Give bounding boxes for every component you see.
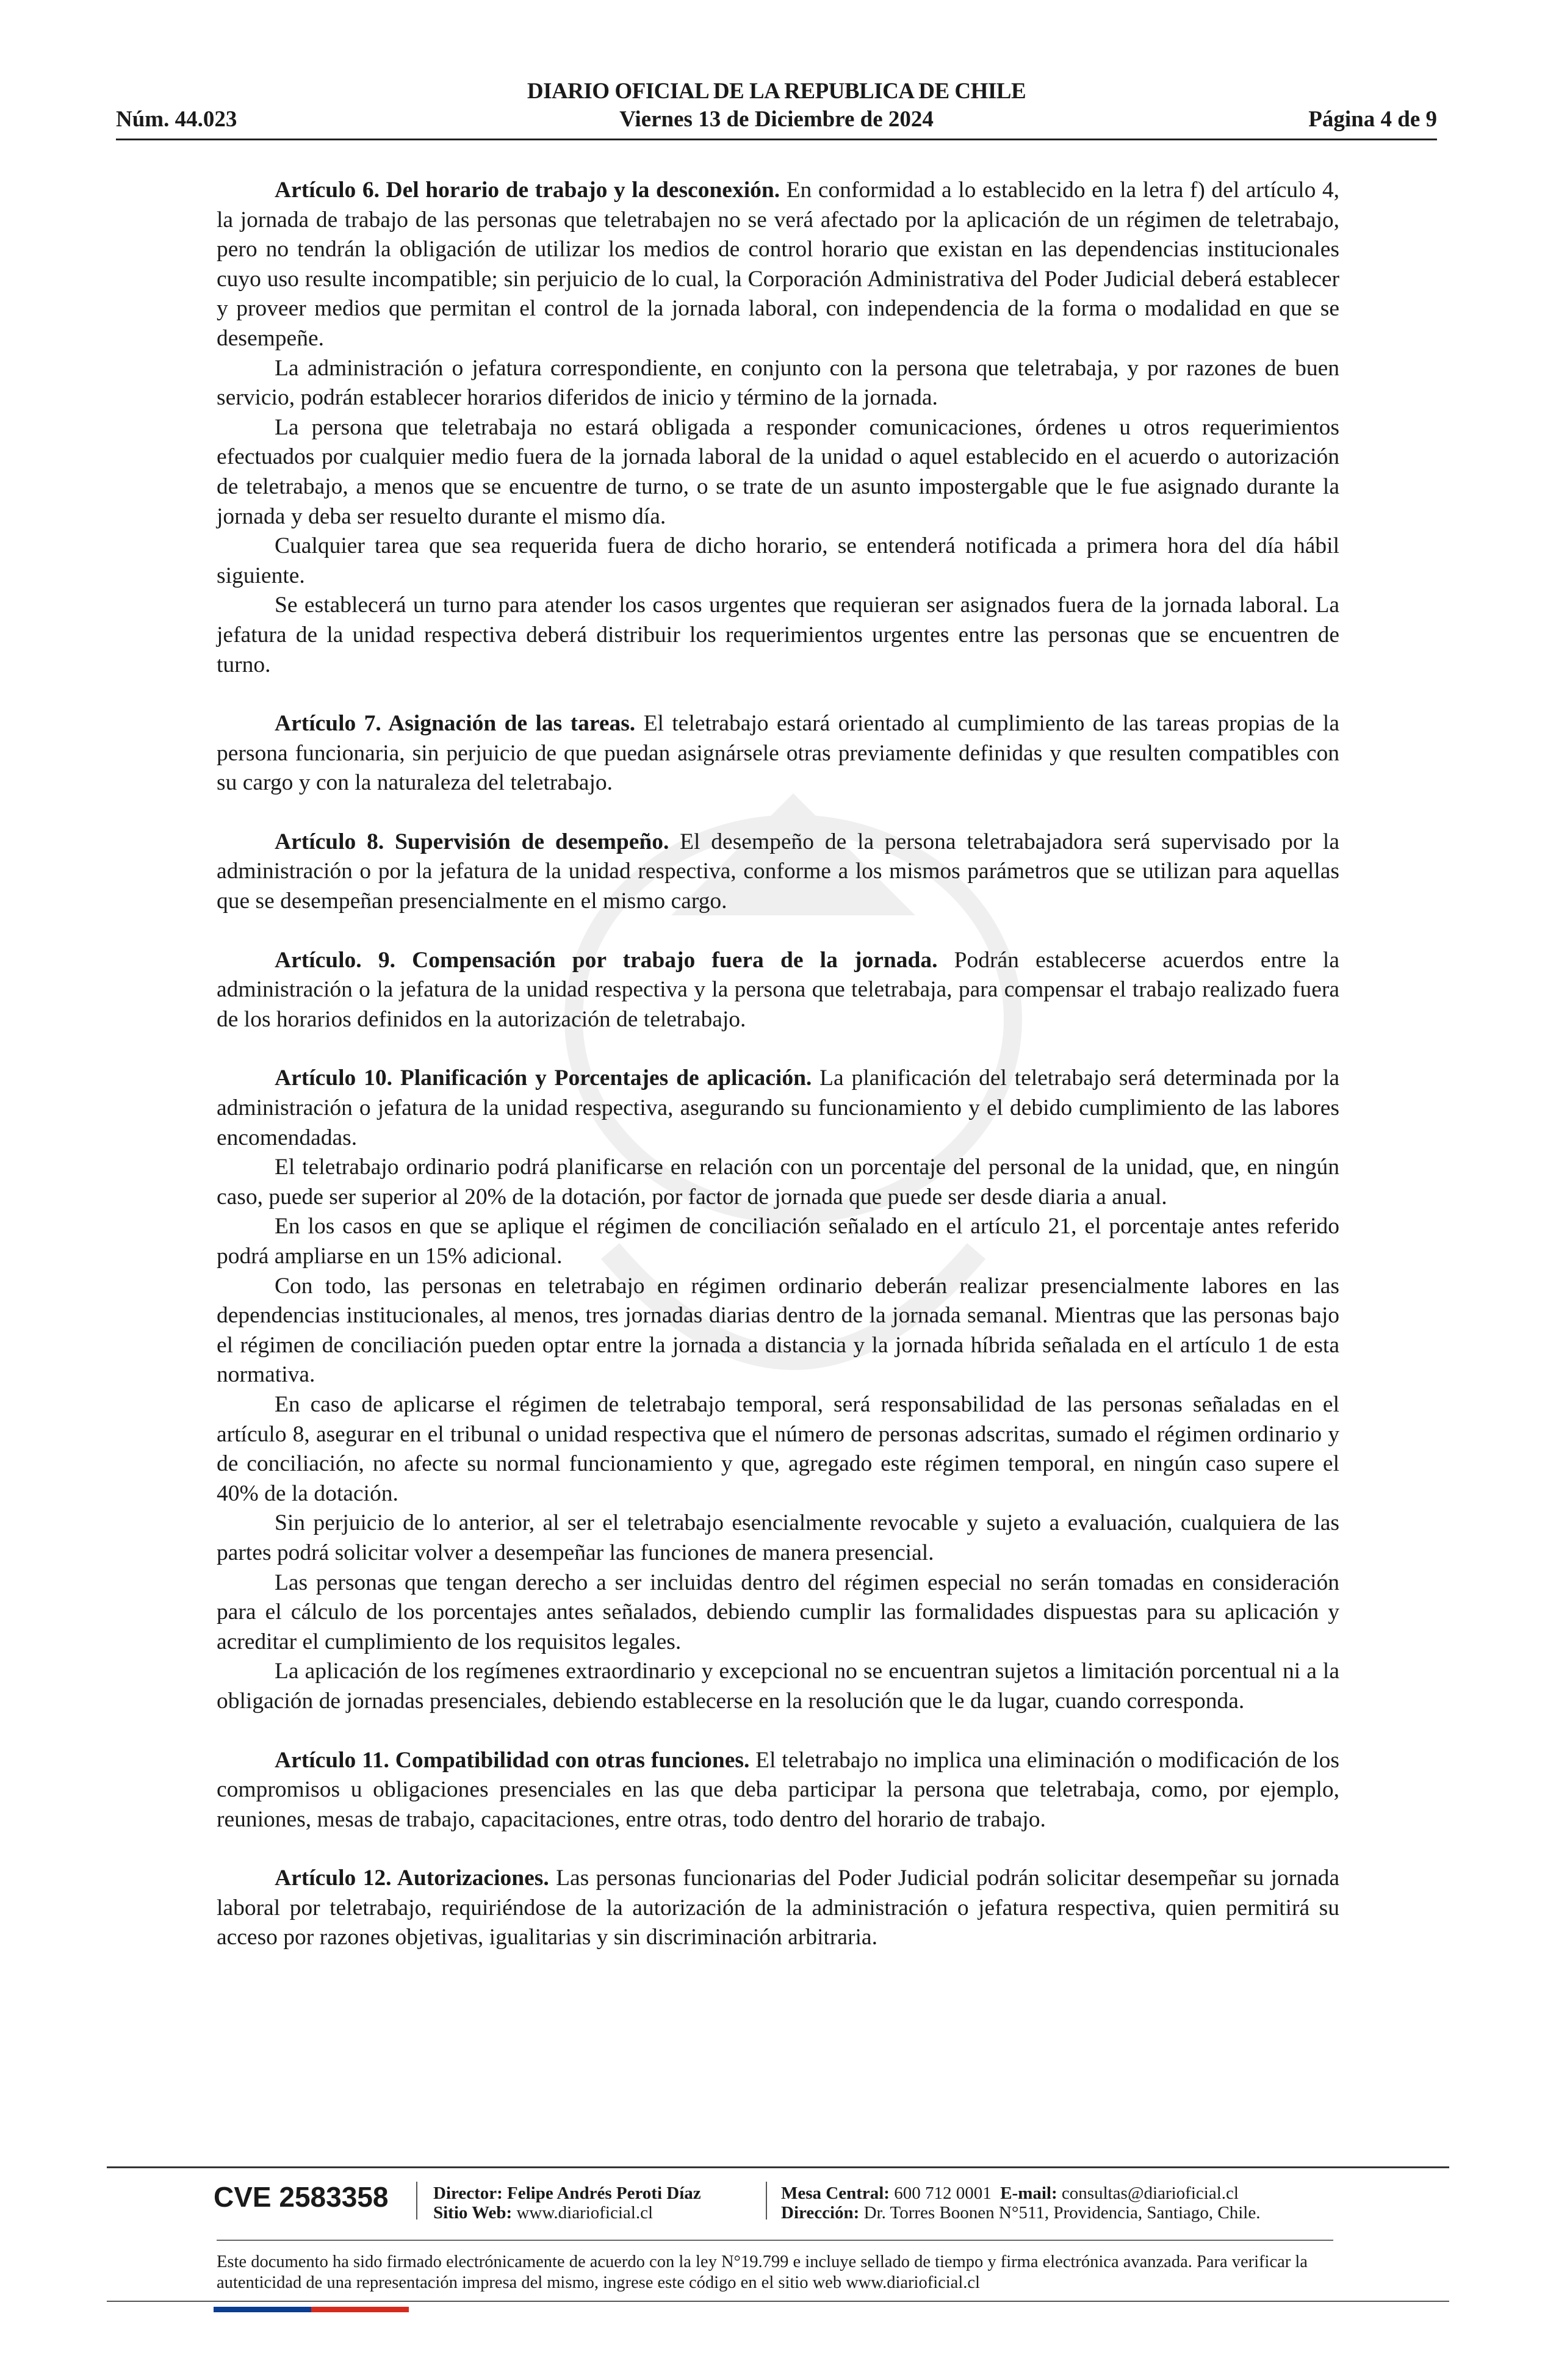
flag-stripe xyxy=(214,2307,409,2312)
issue-number: Núm. 44.023 xyxy=(116,107,237,132)
phone-label: Mesa Central: xyxy=(781,2183,890,2203)
article-paragraph xyxy=(217,591,1339,680)
article-block xyxy=(217,1746,1339,1835)
website-label: Sitio Web: xyxy=(433,2203,513,2223)
article-text: En caso de aplicarse el régimen de teletrabajo temporal, será responsabilidad de las personas señaladas en el artículo 8, asegurar en el tribunal o unidad respectiva que el número de personas adscritas, sumado el régimen ordinario y de conciliación, no afecte su normal funcionamiento y que, agregado este régimen temporal, en ningún caso supere el 40% de la dotación. xyxy=(217,1391,1339,1506)
article-text: Sin perjuicio de lo anterior, al ser el teletrabajo esencialmente revocable y sujeto a evaluación, cualquiera de las partes podrá solicitar volver a desempeñar las funciones de manera presencial. xyxy=(217,1510,1339,1565)
page-header xyxy=(116,78,1437,145)
article-title: Artículo 6. Del horario de trabajo y la desconexión. xyxy=(275,178,780,203)
article-text: Con todo, las personas en teletrabajo en régimen ordinario deberán realizar presencialmente labores en las dependencias institucionales, al menos, tres jornadas diarias dentro de la jornada semanal. Mientras que las personas bajo el régimen de conciliación pueden optar entre la jornada a distancia y la jornada híbrida señalada en el artículo 1 de esta normativa. xyxy=(217,1273,1339,1388)
article-text: Se establecerá un turno para atender los casos urgentes que requieran ser asignados fuera de la jornada laboral. La jefatura de la unidad respectiva deberá distribuir los requerimientos urgentes entre las personas que se encuentren de turno. xyxy=(217,593,1339,677)
article-title: Artículo 8. Supervisión de desempeño. xyxy=(275,829,669,854)
issue-date: Viernes 13 de Diciembre de 2024 xyxy=(619,107,934,132)
article-text: La planificación del teletrabajo será determinada por la administración o jefatura de la unidad respectiva, asegurando su funcionamiento y el debido cumplimiento de las labores encomendadas. xyxy=(217,1066,1339,1150)
article-paragraph xyxy=(217,413,1339,532)
article-block xyxy=(217,1864,1339,1953)
article-paragraph xyxy=(217,1272,1339,1390)
footer-divider-bottom xyxy=(107,2301,1449,2302)
email-label: E-mail: xyxy=(1000,2183,1057,2203)
address-text: Dr. Torres Boonen N°511, Providencia, Santiago, Chile. xyxy=(863,2203,1261,2223)
header-divider xyxy=(116,139,1437,140)
article-text: En los casos en que se aplique el régimen de conciliación señalado en el artículo 21, el porcentaje antes referido podrá ampliarse en un 15% adicional. xyxy=(217,1214,1339,1269)
header-row xyxy=(116,106,1437,134)
article-paragraph xyxy=(217,1390,1339,1509)
article-paragraph xyxy=(217,1064,1339,1153)
article-title: Artículo 11. Compatibilidad con otras funciones. xyxy=(275,1747,750,1773)
article-paragraph xyxy=(217,354,1339,413)
article-paragraph xyxy=(217,1864,1339,1953)
page-number: Página 4 de 9 xyxy=(1308,107,1437,132)
document-body xyxy=(217,176,1339,1982)
article-text: Las personas funcionarias del Poder Judicial podrán solicitar desempeñar su jornada laboral por teletrabajo, requiriéndose de la autorización de la administración o jefatura respectiva, quien permitirá su acceso por razones objetivas, igualitarias y sin discriminación arbitraria. xyxy=(217,1866,1339,1950)
article-title: Artículo 12. Autorizaciones. xyxy=(275,1866,549,1891)
article-title: Artículo 7. Asignación de las tareas. xyxy=(275,711,636,737)
article-paragraph xyxy=(217,946,1339,1035)
article-text: Podrán establecerse acuerdos entre la administración o la jefatura de la unidad respectiva y la persona que teletrabaja, para compensar el trabajo realizado fuera de los horarios definidos en la autorización de teletrabajo. xyxy=(217,947,1339,1032)
article-block xyxy=(217,709,1339,798)
footer-separator xyxy=(416,2182,417,2220)
phone-number: 600 712 0001 xyxy=(894,2183,992,2203)
footer-separator xyxy=(766,2182,767,2220)
article-block xyxy=(217,946,1339,1035)
article-text: El desempeño de la persona teletrabajadora será supervisado por la administración o por la jefatura de la unidad respectiva, conforme a los mismos parámetros que se utilizan para aquellas que se desempeñan presencialmente en el mismo cargo. xyxy=(217,829,1339,914)
article-block xyxy=(217,176,1339,680)
article-text: Las personas que tengan derecho a ser incluidas dentro del régimen especial no serán tomadas en consideración para el cálculo de los porcentajes antes señalados, debiendo cumplir las formalidades dispuestas para su aplicación y acreditar el cumplimiento de los requisitos legales. xyxy=(217,1570,1339,1654)
article-text: En conformidad a lo establecido en la letra f) del artículo 4, la jornada de trabajo de las personas que teletrabajen no se verá afectado por la aplicación de un régimen de teletrabajo, pero no tendrán la obligación de utilizar los medios de control horario que existan en las dependencias institucionales cuyo uso resulte incompatible; sin perjuicio de lo cual, la Corporación Administrativa del Poder Judicial deberá establecer y proveer medios que permitan el control de la jornada laboral, con independencia de la forma o modalidad en que se desempeñe. xyxy=(217,178,1339,351)
article-text: La persona que teletrabaja no estará obligada a responder comunicaciones, órdenes u otros requerimientos efectuados por cualquier medio fuera de la jornada laboral de la unidad o aquel establecido en el acuerdo o autorización de teletrabajo, a menos que se encuentre de turno, o se trate de un asunto impostergable que le fue asignado durante la jornada y deba ser resuelto durante el mismo día. xyxy=(217,414,1339,529)
article-text: Cualquier tarea que sea requerida fuera de dicho horario, se entenderá notificada a primera hora del día hábil siguiente. xyxy=(217,533,1339,588)
website-link[interactable]: www.diarioficial.cl xyxy=(516,2203,654,2223)
flag-blue-stripe xyxy=(214,2307,311,2312)
article-paragraph xyxy=(217,709,1339,798)
article-paragraph xyxy=(217,1746,1339,1835)
address-label: Dirección: xyxy=(781,2203,860,2223)
cve-code: CVE 2583358 xyxy=(214,2181,389,2213)
article-text: La aplicación de los regímenes extraordinario y excepcional no se encuentran sujetos a limitación porcentual ni a la obligación de jornadas presenciales, debiendo establecerse en la resolución que le da lugar, cuando corresponda. xyxy=(217,1659,1339,1714)
legal-note: Este documento ha sido firmado electrónicamente de acuerdo con la ley N°19.799 e incluye sellado de tiempo y firma electrónica avanzada. Para verificar la autenticidad de una representación impresa del mismo, ingrese este código en el sitio web www.diarioficial.cl xyxy=(217,2252,1308,2292)
article-paragraph xyxy=(217,1657,1339,1716)
article-paragraph xyxy=(217,1153,1339,1212)
article-paragraph xyxy=(217,176,1339,354)
article-text: El teletrabajo estará orientado al cumplimiento de las tareas propias de la persona funcionaria, sin perjuicio de que puedan asignársele otras previamente definidas y que resulten compatibles con su cargo y con la naturaleza del teletrabajo. xyxy=(217,711,1339,796)
footer-divider-mid xyxy=(217,2240,1333,2241)
article-paragraph xyxy=(217,1509,1339,1568)
footer-director-block xyxy=(433,2183,701,2223)
flag-red-stripe xyxy=(311,2307,409,2312)
article-paragraph xyxy=(217,828,1339,917)
article-title: Artículo. 9. Compensación por trabajo fuera de la jornada. xyxy=(275,947,938,973)
director-label: Director: xyxy=(433,2183,503,2203)
article-text: El teletrabajo no implica una eliminación o modificación de los compromisos u obligaciones presenciales en las que deba participar la persona que teletrabaja, como, por ejemplo, reuniones, mesas de trabajo, capacitaciones, entre otras, todo dentro del horario de trabajo. xyxy=(217,1747,1339,1832)
director-name: Felipe Andrés Peroti Díaz xyxy=(507,2183,701,2203)
footer-divider-top xyxy=(107,2166,1449,2168)
article-text: La administración o jefatura correspondiente, en conjunto con la persona que teletrabaja, y por razones de buen servicio, podrán establecer horarios diferidos de inicio y término de la jornada. xyxy=(217,355,1339,411)
newspaper-title: DIARIO OFICIAL DE LA REPUBLICA DE CHILE xyxy=(527,79,1026,104)
article-paragraph xyxy=(217,1568,1339,1657)
email-link[interactable]: consultas@diarioficial.cl xyxy=(1061,2183,1239,2203)
article-title: Artículo 10. Planificación y Porcentajes de aplicación. xyxy=(275,1066,812,1091)
article-block xyxy=(217,1064,1339,1716)
article-paragraph xyxy=(217,1212,1339,1271)
article-block xyxy=(217,828,1339,917)
article-paragraph xyxy=(217,532,1339,591)
article-text: El teletrabajo ordinario podrá planificarse en relación con un porcentaje del personal de la unidad, que, en ningún caso, puede ser superior al 20% de la dotación, por factor de jornada que puede ser desde diaria a anual. xyxy=(217,1155,1339,1210)
footer-contact-block xyxy=(781,2183,1260,2223)
